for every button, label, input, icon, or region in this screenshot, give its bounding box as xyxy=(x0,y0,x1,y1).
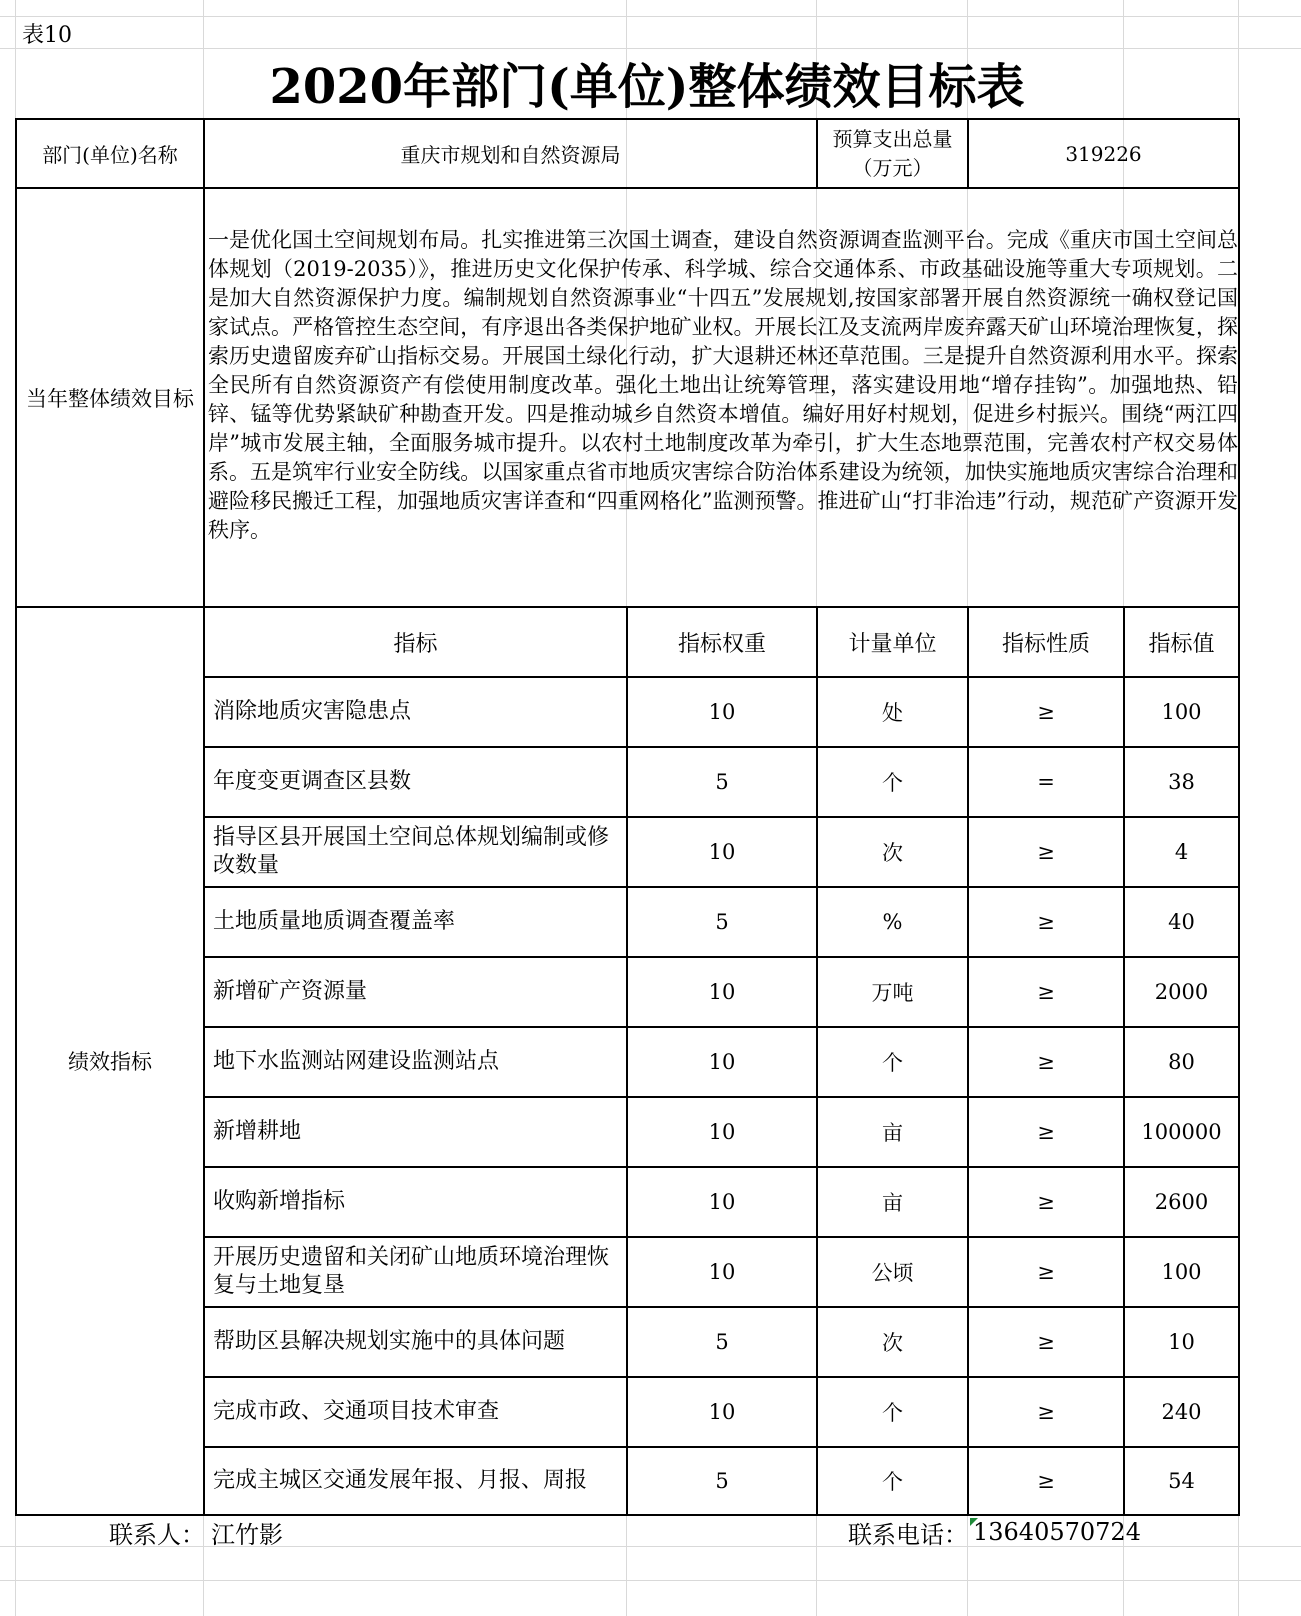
page-title: 2020年部门(单位)整体绩效目标表 xyxy=(269,58,1025,115)
indicator-value: 4 xyxy=(1174,840,1189,864)
goal-label: 当年整体绩效目标 xyxy=(26,386,194,411)
indicator-name: 指导区县开展国土空间总体规划编制或修改数量 xyxy=(213,825,610,878)
col-header-unit: 计量单位 xyxy=(848,631,937,657)
phone-label: 联系电话： xyxy=(848,1520,968,1549)
indicator-nature: ≥ xyxy=(1037,840,1055,864)
indicator-name: 新增耕地 xyxy=(213,1119,302,1144)
cell-comment-marker-icon xyxy=(970,1518,978,1526)
indicator-unit: 万吨 xyxy=(871,981,914,1005)
indicator-unit: 公顷 xyxy=(871,1261,914,1285)
col-header-value: 指标值 xyxy=(1148,631,1215,657)
indicator-name: 消除地质灾害隐患点 xyxy=(213,699,412,724)
indicator-value: 100 xyxy=(1161,1260,1202,1284)
indicator-weight: 5 xyxy=(715,910,729,934)
indicator-value: 38 xyxy=(1168,770,1195,794)
indicator-name: 开展历史遗留和关闭矿山地质环境治理恢复与土地复垦 xyxy=(213,1245,610,1298)
indicator-name: 帮助区县解决规划实施中的具体问题 xyxy=(213,1329,566,1354)
indicator-name: 年度变更调查区县数 xyxy=(213,769,412,794)
indicator-unit: 次 xyxy=(882,841,903,865)
indicator-nature: ≥ xyxy=(1037,1260,1055,1284)
indicator-name: 土地质量地质调查覆盖率 xyxy=(213,909,456,934)
indicator-nature: ≥ xyxy=(1037,1050,1055,1074)
indicator-name: 完成市政、交通项目技术审查 xyxy=(213,1399,500,1424)
col-header-indicator: 指标 xyxy=(393,631,438,657)
indicator-name: 地下水监测站网建设监测站点 xyxy=(213,1049,500,1074)
indicator-value: 40 xyxy=(1168,910,1195,934)
indicator-value: 80 xyxy=(1168,1050,1195,1074)
col-header-weight: 指标权重 xyxy=(677,631,766,657)
indicator-nature: ≥ xyxy=(1037,700,1055,724)
contact-name: 江竹影 xyxy=(211,1520,283,1549)
dept-value: 重庆市规划和自然资源局 xyxy=(400,143,621,167)
contact-label: 联系人： xyxy=(109,1520,205,1549)
indicator-nature: ≥ xyxy=(1037,1400,1055,1424)
budget-value: 319226 xyxy=(1065,141,1142,166)
indicator-weight: 5 xyxy=(715,1469,729,1493)
indicator-weight: 10 xyxy=(708,700,736,724)
indicator-nature: ≥ xyxy=(1037,910,1055,934)
indicator-unit: 个 xyxy=(882,1051,903,1075)
phone-value[interactable]: 13640570724 xyxy=(973,1518,1141,1546)
indicator-name: 新增矿产资源量 xyxy=(213,979,368,1004)
indicator-value: 240 xyxy=(1161,1400,1202,1424)
indicator-value: 100 xyxy=(1161,700,1202,724)
indicator-weight: 10 xyxy=(708,840,736,864)
indicator-unit: 个 xyxy=(882,1470,903,1494)
sheet-id: 表10 xyxy=(22,23,72,48)
indicator-weight: 10 xyxy=(708,1260,736,1284)
col-header-nature: 指标性质 xyxy=(1001,631,1090,657)
indicator-value: 54 xyxy=(1168,1469,1195,1493)
dept-label: 部门(单位)名称 xyxy=(42,143,178,167)
indicator-unit: 亩 xyxy=(882,1121,903,1145)
indicators-section-label: 绩效指标 xyxy=(68,1050,152,1074)
indicator-nature: ≥ xyxy=(1037,1330,1055,1354)
indicator-unit: 次 xyxy=(882,1331,903,1355)
indicator-name: 收购新增指标 xyxy=(213,1189,346,1214)
indicator-value: 2600 xyxy=(1154,1190,1209,1214)
indicator-unit: 亩 xyxy=(882,1191,903,1215)
indicator-weight: 10 xyxy=(708,1050,736,1074)
indicator-nature: ≥ xyxy=(1037,1190,1055,1214)
indicator-unit: % xyxy=(882,910,903,934)
indicator-weight: 10 xyxy=(708,1400,736,1424)
indicator-weight: 10 xyxy=(708,1190,736,1214)
indicator-weight: 5 xyxy=(715,1330,729,1354)
indicator-unit: 处 xyxy=(882,701,903,725)
indicator-weight: 5 xyxy=(715,770,729,794)
indicator-nature: ≥ xyxy=(1037,980,1055,1004)
indicator-weight: 10 xyxy=(708,1120,736,1144)
indicator-nature: ≥ xyxy=(1037,1469,1055,1493)
indicator-value: 2000 xyxy=(1154,980,1209,1004)
indicator-unit: 个 xyxy=(882,1401,903,1425)
indicator-value: 10 xyxy=(1168,1330,1195,1354)
indicator-weight: 10 xyxy=(708,980,736,1004)
indicator-unit: 个 xyxy=(882,771,903,795)
indicator-nature: = xyxy=(1037,770,1055,794)
indicator-value: 100000 xyxy=(1141,1120,1222,1144)
goal-text: 一是优化国土空间规划布局。扎实推进第三次国土调查，建设自然资源调查监测平台。完成《重庆市国土空间总体规划（2019-2035）》，推进历史文化保护传承、科学城、综合交通体系、市政基础设施等重大专项规划。二是加大自然资源保护力度。编制规划自然资源事业“十四五”发展规划,按国家部署开展自然资源统一确权登记国家试点。严格管控生态空间，有序退出各类保护地矿业权。开展长江及支流两岸废弃露天矿山环境治理恢复，探索历史遗留废弃矿山指标交易。开展国土绿化行动，扩大退耕还林还草范围。三是提升自然资源利用水平。探索全民所有自然资源资产有偿使用制度改革。强化土地出让统筹管理，落实建设用地“增存挂钩”。加强地热、铅锌、锰等优势紧缺矿种勘查开发。四是推动城乡自然资本增值。编好用好村规划，促进乡村振兴。围绕“两江四岸”城市发展主轴，全面服务城市提升。以农村土地制度改革为牵引，扩大生态地票范围，完善农村产权交易体系。五是筑牢行业安全防线。以国家重点省市地质灾害综合防治体系建设为统领，加快实施地质灾害综合治理和避险移民搬迁工程，加强地质灾害详查和“四重网格化”监测预警。推进矿山“打非治违”行动，规范矿产资源开发秩序。 xyxy=(208,228,1238,542)
budget-label: 预算支出总量（万元） xyxy=(832,126,953,180)
indicator-name: 完成主城区交通发展年报、月报、周报 xyxy=(213,1468,588,1493)
indicator-nature: ≥ xyxy=(1037,1120,1055,1144)
